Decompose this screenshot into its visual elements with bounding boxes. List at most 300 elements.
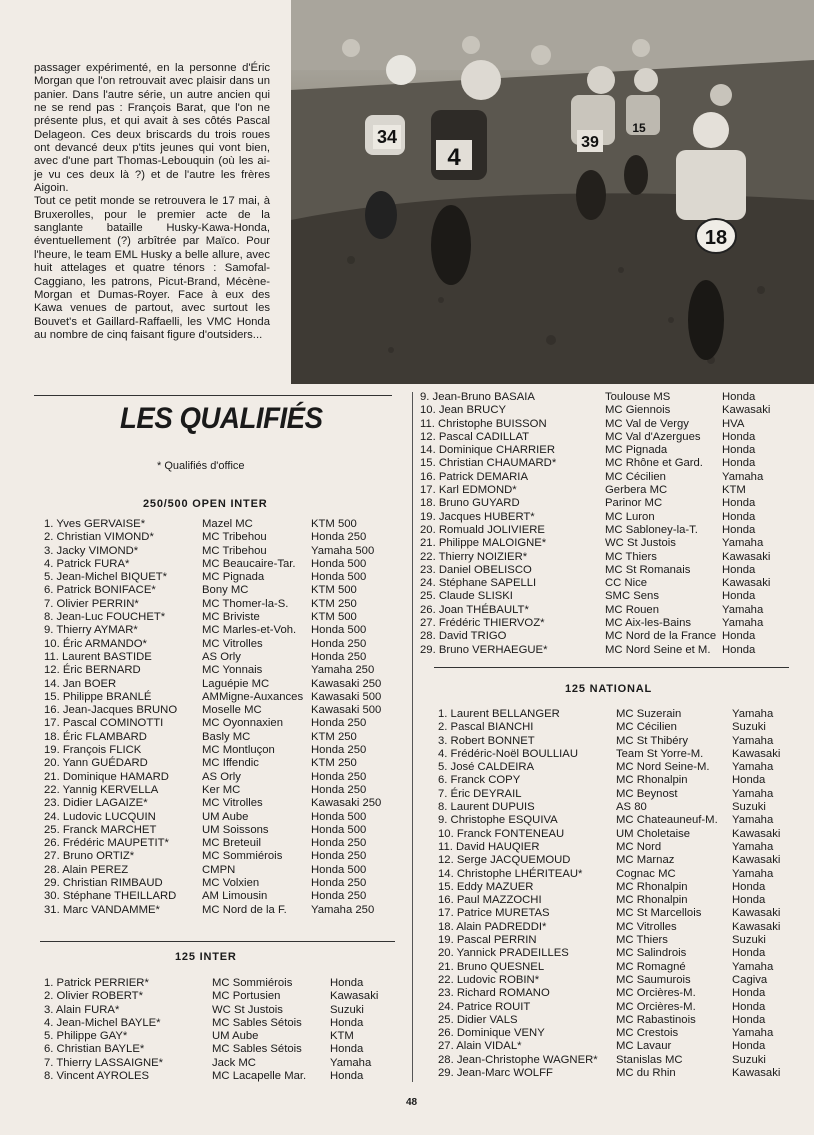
club-name: MC Luron (605, 510, 655, 523)
club-name: WC St Justois (605, 537, 676, 550)
bike-name: Honda 250 (311, 637, 367, 650)
rider-name: 25. Claude SLISKI (420, 590, 513, 603)
bike-name: Yamaha (732, 867, 774, 880)
bike-name: Honda (330, 977, 364, 989)
bike-name: KTM (330, 1030, 354, 1043)
rider-name: 2. Pascal BIANCHI (438, 721, 534, 734)
club-name: MC Montluçon (202, 744, 275, 757)
table-row (438, 735, 798, 748)
bike-name: Kawasaki (732, 1067, 781, 1080)
rider-name: 12. Pascal CADILLAT (420, 430, 530, 443)
rule-125-national (434, 667, 789, 668)
rider-name: 4. Frédéric-Noël BOULLIAU (438, 747, 579, 760)
table-row (438, 841, 798, 854)
svg-text:34: 34 (376, 127, 398, 147)
bike-name: Suzuki (732, 934, 766, 947)
club-name: MC Thiers (605, 550, 657, 563)
club-name: Laguépie MC (202, 677, 270, 690)
bike-name: Kawasaki (330, 990, 379, 1003)
table-row (420, 577, 792, 590)
table-row (438, 721, 798, 734)
club-name: MC Sommiérois (202, 850, 283, 863)
page-title: LES QUALIFIÉS (120, 402, 323, 435)
bike-name: Honda (732, 987, 766, 1000)
table-row (44, 890, 394, 903)
bike-name: Yamaha (732, 734, 774, 747)
rider-name: 5. Jean-Michel BIQUET* (44, 571, 168, 584)
table-row (420, 457, 792, 470)
rider-name: 8. Laurent DUPUIS (438, 801, 535, 814)
bike-name: Honda (722, 630, 756, 643)
table-row (438, 828, 798, 841)
table-row (420, 484, 792, 497)
table-row (438, 761, 798, 774)
rider-name: 26. Dominique VENY (438, 1027, 545, 1040)
club-name: MC Yonnais (202, 664, 263, 677)
rider-name: 7. Thierry LASSAIGNE* (44, 1056, 164, 1069)
bike-name: Honda (732, 774, 766, 787)
table-row (438, 934, 798, 947)
table-row (438, 881, 798, 894)
club-name: MC Giennois (605, 404, 671, 417)
club-name: Jack MC (212, 1056, 256, 1069)
table-row (420, 471, 792, 484)
table-row (44, 1030, 394, 1043)
rider-name: 1. Laurent BELLANGER (438, 708, 560, 720)
bike-name: Yamaha (732, 761, 774, 774)
bike-name: Kawasaki 500 (311, 704, 382, 717)
rider-name: 17. Karl EDMOND* (420, 484, 517, 497)
table-row (438, 1067, 798, 1080)
bike-name: Kawasaki 500 (311, 690, 382, 703)
bike-name: Honda 500 (311, 823, 367, 836)
club-name: MC Suzerain (616, 708, 682, 720)
table-row (44, 837, 394, 850)
club-name: AS Orly (202, 770, 241, 783)
table-row (44, 638, 394, 651)
table-row (44, 584, 394, 597)
table-row (420, 404, 792, 417)
club-name: UM Aube (212, 1030, 259, 1043)
bike-name: Suzuki (732, 721, 766, 734)
club-name: AS 80 (616, 801, 647, 814)
bike-name: Honda (722, 497, 756, 510)
svg-text:15: 15 (632, 121, 646, 135)
svg-text:4: 4 (447, 144, 461, 171)
bike-name: Honda 500 (311, 571, 367, 584)
table-row (44, 731, 394, 744)
rider-name: 23. Daniel OBELISCO (420, 563, 532, 576)
table-row (420, 617, 792, 630)
club-name: MC Saumurois (616, 973, 691, 986)
table-row (438, 1014, 798, 1027)
bike-name: Honda 250 (311, 650, 367, 663)
bike-name: Honda 250 (311, 744, 367, 757)
club-name: MC Lacapelle Mar. (212, 1070, 307, 1083)
rider-name: 1. Patrick PERRIER* (44, 977, 149, 989)
club-name: MC Cécilien (616, 721, 677, 734)
club-name: MC du Rhin (616, 1067, 676, 1080)
rider-name: 12. Serge JACQUEMOUD (438, 854, 571, 867)
rider-name: 6. Christian BAYLE* (44, 1043, 145, 1056)
rider-name: 19. François FLICK (44, 744, 142, 757)
table-row (438, 868, 798, 881)
rider-name: 27. Frédéric THIERVOZ* (420, 617, 545, 630)
club-name: MC Pignada (202, 571, 265, 584)
club-name: Cognac MC (616, 867, 676, 880)
bike-name: Kawasaki (722, 404, 771, 417)
table-row (44, 704, 394, 717)
rider-name: 18. Éric FLAMBARD (44, 730, 147, 743)
table-row (44, 571, 394, 584)
rider-name: 29. Christian RIMBAUD (44, 877, 163, 890)
club-name: MC Beaucaire-Tar. (202, 557, 296, 570)
rider-name: 14. Christophe LHÉRITEAU* (438, 867, 583, 880)
table-row (420, 644, 792, 657)
table-row (420, 444, 792, 457)
rider-name: 20. Yannick PRADEILLES (438, 947, 569, 960)
club-name: MC Romagné (616, 960, 686, 973)
bike-name: Honda (732, 1040, 766, 1053)
table-row (44, 691, 394, 704)
rider-name: 3. Jacky VIMOND* (44, 544, 139, 557)
bike-name: Honda 500 (311, 557, 367, 570)
rider-name: 28. Alain PEREZ (44, 863, 129, 876)
rider-name: 18. Alain PADREDDI* (438, 920, 547, 933)
rider-name: 24. Patrice ROUIT (438, 1000, 531, 1013)
rider-name: 22. Yannig KERVELLA (44, 783, 159, 796)
rider-name: 11. Christophe BUISSON (420, 417, 547, 430)
table-row (420, 630, 792, 643)
club-name: MC Rouen (605, 603, 659, 616)
bike-name: Honda (330, 1070, 364, 1083)
club-name: UM Aube (202, 810, 249, 823)
bike-name: Yamaha (722, 537, 764, 550)
club-name: MC Salindrois (616, 947, 687, 960)
table-row (44, 771, 394, 784)
bike-name: Honda (732, 1013, 766, 1026)
table-row (420, 391, 792, 404)
club-name: MC Pignada (605, 444, 668, 457)
club-name: UM Soissons (202, 823, 269, 836)
rider-name: 5. José CALDEIRA (438, 761, 535, 774)
rider-name: 26. Frédéric MAUPETIT* (44, 837, 169, 850)
club-name: MC Nord Seine et M. (605, 643, 711, 656)
bike-name: Kawasaki (722, 577, 771, 590)
rider-name: 2. Olivier ROBERT* (44, 990, 143, 1003)
bike-name: Kawasaki (732, 827, 781, 840)
club-name: MC Vitrolles (202, 637, 263, 650)
rider-name: 21. Bruno QUESNEL (438, 960, 545, 973)
bike-name: Honda 500 (311, 810, 367, 823)
club-name: AMMigne-Auxances (202, 690, 304, 703)
inter125-cont-table (420, 391, 792, 657)
svg-text:39: 39 (581, 134, 599, 151)
rider-name: 20. Romuald JOLIVIERE (420, 523, 545, 536)
table-row (420, 537, 792, 550)
table-row (438, 801, 798, 814)
bike-name: Honda (722, 430, 756, 443)
rider-name: 19. Pascal PERRIN (438, 934, 537, 947)
bike-name: Yamaha (722, 470, 764, 483)
rider-name: 24. Ludovic LUCQUIN (44, 810, 156, 823)
table-row (438, 814, 798, 827)
table-row (420, 564, 792, 577)
table-row (44, 1070, 394, 1083)
rider-name: 25. Franck MARCHET (44, 823, 157, 836)
rider-name: 18. Bruno GUYARD (420, 497, 520, 510)
club-name: MC Nord de la France (605, 630, 717, 643)
club-name: MC Marles-et-Voh. (202, 624, 297, 637)
table-row (44, 1017, 394, 1030)
rider-name: 9. Thierry AYMAR* (44, 624, 138, 637)
bike-name: Yamaha (732, 787, 774, 800)
table-row (44, 624, 394, 637)
rider-name: 29. Jean-Marc WOLFF (438, 1067, 553, 1080)
table-row (438, 1040, 798, 1053)
rider-name: 20. Yann GUÉDARD (44, 757, 148, 770)
table-row (44, 558, 394, 571)
bike-name: Kawasaki (732, 747, 781, 760)
table-row (44, 678, 394, 691)
rider-name: 25. Didier VALS (438, 1013, 518, 1026)
table-row (438, 788, 798, 801)
club-name: SMC Sens (605, 590, 659, 603)
svg-text:18: 18 (704, 227, 728, 249)
bike-name: Yamaha 250 (311, 903, 375, 916)
table-row (44, 1057, 394, 1070)
motocross-illustration (291, 0, 814, 384)
rider-name: 23. Richard ROMANO (438, 987, 550, 1000)
club-name: MC Nord de la F. (202, 903, 287, 916)
rider-name: 3. Alain FURA* (44, 1003, 120, 1016)
club-name: MC Nord Seine-M. (616, 761, 710, 774)
club-name: WC St Justois (212, 1003, 283, 1016)
rider-name: 19. Jacques HUBERT* (420, 510, 535, 523)
rider-name: 15. Christian CHAUMARD* (420, 457, 557, 470)
bike-name: KTM 250 (311, 730, 357, 743)
bike-name: Honda 250 (311, 877, 367, 890)
table-row (44, 611, 394, 624)
bike-name: Honda (722, 523, 756, 536)
page-number: 48 (406, 1097, 418, 1108)
table-row (44, 757, 394, 770)
rider-name: 14. Dominique CHARRIER (420, 444, 555, 457)
club-name: MC Thiers (616, 934, 668, 947)
table-row (420, 511, 792, 524)
bike-name: Yamaha (722, 617, 764, 630)
bike-name: Suzuki (330, 1003, 364, 1016)
table-row (438, 894, 798, 907)
bike-name: Kawasaki 250 (311, 797, 382, 810)
national125-heading: 125 NATIONAL (565, 683, 653, 695)
club-name: MC Beynost (616, 787, 678, 800)
club-name: MC Tribehou (202, 531, 267, 544)
bike-name: Yamaha (732, 1027, 774, 1040)
table-row (44, 717, 394, 730)
club-name: MC Tribehou (202, 544, 267, 557)
club-name: Ker MC (202, 783, 241, 796)
rider-name: 9. Christophe ESQUIVA (438, 814, 558, 827)
office-note: * Qualifiés d'office (157, 460, 245, 472)
bike-name: Honda 250 (311, 890, 367, 903)
club-name: MC Nord (616, 840, 662, 853)
club-name: Moselle MC (202, 704, 262, 717)
motocross-photo (291, 0, 814, 384)
table-row (420, 604, 792, 617)
rider-name: 10. Éric ARMANDO* (44, 637, 147, 650)
club-name: MC St Romanais (605, 563, 691, 576)
bike-name: Yamaha (732, 814, 774, 827)
rider-name: 6. Patrick BONIFACE* (44, 584, 156, 597)
club-name: MC Briviste (202, 611, 260, 624)
bike-name: Honda 250 (311, 850, 367, 863)
rider-name: 23. Didier LAGAIZE* (44, 797, 148, 810)
table-row (44, 824, 394, 837)
club-name: MC Lavaur (616, 1040, 672, 1053)
club-name: MC Vitrolles (202, 797, 263, 810)
bike-name: Kawasaki (732, 920, 781, 933)
rider-name: 17. Pascal COMINOTTI (44, 717, 164, 730)
bike-name: Yamaha (722, 603, 764, 616)
rider-name: 12. Éric BERNARD (44, 664, 141, 677)
table-row (420, 590, 792, 603)
bike-name: Kawasaki (732, 854, 781, 867)
club-name: Toulouse MS (605, 391, 671, 403)
club-name: MC Oyonnaxien (202, 717, 283, 730)
rider-name: 5. Philippe GAY* (44, 1030, 128, 1043)
rider-name: 15. Philippe BRANLÉ (44, 690, 152, 703)
club-name: MC Orcières-M. (616, 1000, 696, 1013)
bike-name: Suzuki (732, 801, 766, 814)
rider-name: 11. David HAUQIER (438, 840, 540, 853)
club-name: MC Rhonalpin (616, 880, 688, 893)
club-name: MC Iffendic (202, 757, 259, 770)
bike-name: Yamaha (732, 960, 774, 973)
table-row (438, 907, 798, 920)
rider-name: 15. Eddy MAZUER (438, 880, 534, 893)
bike-name: HVA (722, 417, 745, 430)
bike-name: Yamaha (732, 708, 774, 720)
club-name: MC Rhône et Gard. (605, 457, 703, 470)
bike-name: Honda 250 (311, 770, 367, 783)
rider-name: 21. Philippe MALOIGNE* (420, 537, 547, 550)
club-name: MC Val d'Azergues (605, 430, 701, 443)
table-row (44, 877, 394, 890)
bike-name: Honda (732, 880, 766, 893)
club-name: MC Rabastinois (616, 1013, 696, 1026)
table-row (44, 864, 394, 877)
rider-name: 16. Paul MAZZOCHI (438, 894, 542, 907)
bike-name: Kawasaki 250 (311, 677, 382, 690)
table-row (438, 947, 798, 960)
intro-paragraph: passager expérimenté, en la personne d'Éric Morgan que l'on retrouvait avec plaisir dans un panier. Dans l'autre série, un autre ancien qui ne se rend pas : François Barat, que l'on ne présente plus, et qui avait à ses côtés Pascal Delageon. Ces deux briscards du trois roues ont devancé deux p'tits jeunes qui vont bien, avec d'une part Thomas-Lebouquin (où les ai-je vu ces deux là ?) et de l'autre les frères Aigoin. Tout ce petit monde se retrouvera le 17 mai, à Bruxerolles, pour le premier acte de la sanglante bataille Husky-Kawa-Honda, éventuellement (?) arbîtrée par Maïco. Pour l'heure, le team EML Husky a belle allure, avec huit attelages et quatre ténors : Samofal-Caggiano, les patrons, Picut-Brand, Mécène-Morgan et Dumas-Royer. Face à eux des Kawa venues de partout, avec surtout les Bouvet's et Gaillard-Raffaelli, les VMC Honda au nombre de cinq faisant figure d'outsiders... (34, 62, 270, 341)
table-row (438, 1001, 798, 1014)
club-name: Team St Yorre-M. (616, 747, 704, 760)
table-row (44, 664, 394, 677)
club-name: MC Cécilien (605, 470, 666, 483)
table-row (44, 744, 394, 757)
table-row (44, 904, 394, 917)
table-row (438, 748, 798, 761)
club-name: MC Aix-les-Bains (605, 617, 692, 630)
bike-name: Yamaha 500 (311, 544, 375, 557)
bike-name: Honda 500 (311, 624, 367, 637)
rider-name: 27. Bruno ORTIZ* (44, 850, 135, 863)
bike-name: Honda 500 (311, 863, 367, 876)
rider-name: 11. Laurent BASTIDE (44, 650, 152, 663)
table-row (438, 854, 798, 867)
club-name: Stanislas MC (616, 1053, 683, 1066)
bike-name: Cagiva (732, 973, 768, 986)
bike-name: Honda (722, 391, 756, 403)
rider-name: 10. Jean BRUCY (420, 404, 507, 417)
club-name: MC Portusien (212, 990, 281, 1003)
bike-name: Honda (722, 643, 756, 656)
bike-name: Honda 250 (311, 837, 367, 850)
bike-name: KTM 500 (311, 584, 357, 597)
rider-name: 22. Thierry NOIZIER* (420, 550, 528, 563)
bike-name: Honda (330, 1043, 364, 1056)
bike-name: Kawasaki (722, 550, 771, 563)
table-row (44, 1004, 394, 1017)
rider-name: 31. Marc VANDAMME* (44, 903, 160, 916)
club-name: MC Val de Vergy (605, 417, 689, 430)
rule-125-inter (40, 941, 395, 942)
rider-name: 6. Franck COPY (438, 774, 521, 787)
club-name: MC Sommiérois (212, 977, 293, 989)
rider-name: 9. Jean-Bruno BASAIA (420, 391, 535, 403)
table-row (438, 961, 798, 974)
table-row (438, 974, 798, 987)
club-name: Parinor MC (605, 497, 663, 510)
table-row (420, 551, 792, 564)
table-row (44, 784, 394, 797)
table-row (44, 850, 394, 863)
table-row (44, 651, 394, 664)
table-row (420, 497, 792, 510)
national125-table (438, 708, 798, 1080)
table-row (44, 977, 394, 990)
table-row (438, 921, 798, 934)
table-row (44, 531, 394, 544)
table-row (44, 545, 394, 558)
club-name: Mazel MC (202, 518, 253, 530)
rider-name: 4. Patrick FURA* (44, 557, 130, 570)
table-row (420, 431, 792, 444)
club-name: CMPN (202, 863, 236, 876)
inter125-table (44, 977, 394, 1083)
rider-name: 10. Franck FONTENEAU (438, 827, 565, 840)
club-name: AM Limousin (202, 890, 268, 903)
bike-name: Yamaha (732, 840, 774, 853)
bike-name: Honda 250 (311, 717, 367, 730)
bike-name: Honda 250 (311, 783, 367, 796)
table-row (44, 797, 394, 810)
table-row (438, 1054, 798, 1067)
table-row (420, 524, 792, 537)
bike-name: KTM (722, 484, 746, 497)
rider-name: 16. Patrick DEMARIA (420, 470, 528, 483)
bike-name: KTM 250 (311, 597, 357, 610)
club-name: MC Rhonalpin (616, 774, 688, 787)
club-name: CC Nice (605, 577, 648, 590)
bike-name: Yamaha 250 (311, 664, 375, 677)
table-row (438, 774, 798, 787)
bike-name: Kawasaki (732, 907, 781, 920)
rider-name: 28. David TRIGO (420, 630, 507, 643)
rider-name: 29. Bruno VERHAEGUE* (420, 643, 548, 656)
